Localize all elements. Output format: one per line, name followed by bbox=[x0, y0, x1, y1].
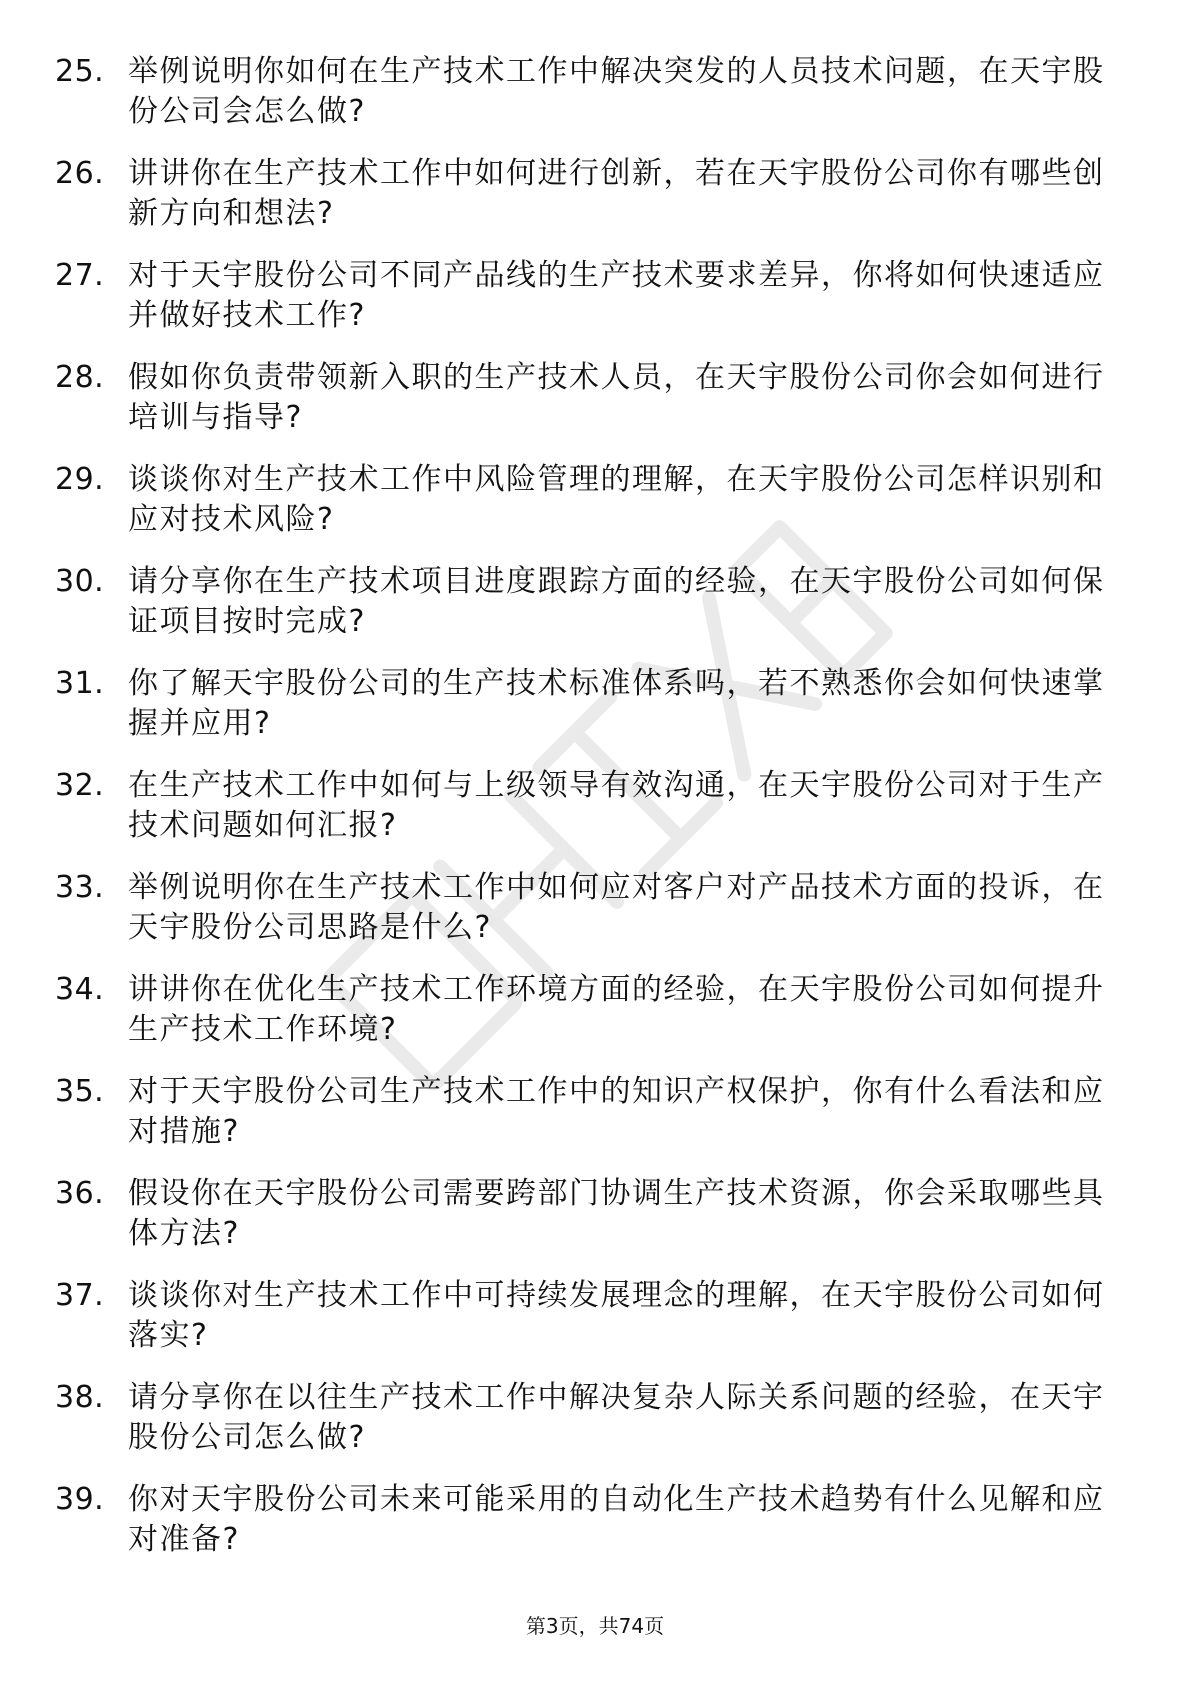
question-number: 35. bbox=[55, 1074, 105, 1109]
question-number: 34. bbox=[55, 972, 105, 1007]
question-item bbox=[55, 52, 1135, 154]
question-number: 28. bbox=[55, 360, 105, 395]
question-text: 假如你负责带领新入职的生产技术人员，在天宇股份公司你会如何进行培训与指导? bbox=[128, 360, 1105, 435]
question-item bbox=[55, 1480, 1135, 1582]
question-number: 37. bbox=[55, 1278, 105, 1313]
question-item bbox=[55, 664, 1135, 766]
question-number: 33. bbox=[55, 870, 105, 905]
question-item bbox=[55, 766, 1135, 868]
question-text: 你了解天宇股份公司的生产技术标准体系吗，若不熟悉你会如何快速掌握并应用? bbox=[128, 666, 1105, 741]
question-item bbox=[55, 1378, 1135, 1480]
question-item bbox=[55, 1174, 1135, 1276]
question-item bbox=[55, 562, 1135, 664]
question-text: 请分享你在以往生产技术工作中解决复杂人际关系问题的经验，在天宇股份公司怎么做? bbox=[128, 1380, 1105, 1455]
question-text: 谈谈你对生产技术工作中可持续发展理念的理解，在天宇股份公司如何落实? bbox=[128, 1278, 1105, 1353]
question-text: 你对天宇股份公司未来可能采用的自动化生产技术趋势有什么见解和应对准备? bbox=[128, 1482, 1105, 1557]
question-text: 举例说明你在生产技术工作中如何应对客户对产品技术方面的投诉，在天宇股份公司思路是什么? bbox=[128, 870, 1105, 945]
question-number: 32. bbox=[55, 768, 105, 803]
question-item bbox=[55, 460, 1135, 562]
question-text: 讲讲你在优化生产技术工作环境方面的经验，在天宇股份公司如何提升生产技术工作环境? bbox=[128, 972, 1105, 1047]
question-list bbox=[55, 52, 1135, 1582]
question-number: 31. bbox=[55, 666, 105, 701]
question-number: 30. bbox=[55, 564, 105, 599]
question-number: 38. bbox=[55, 1380, 105, 1415]
question-item bbox=[55, 868, 1135, 970]
question-item bbox=[55, 1072, 1135, 1174]
question-item bbox=[55, 154, 1135, 256]
question-number: 29. bbox=[55, 462, 105, 497]
question-number: 25. bbox=[55, 54, 105, 89]
question-text: 谈谈你对生产技术工作中风险管理的理解，在天宇股份公司怎样识别和应对技术风险? bbox=[128, 462, 1105, 537]
question-text: 对于天宇股份公司生产技术工作中的知识产权保护，你有什么看法和应对措施? bbox=[128, 1074, 1105, 1149]
page-number-footer: 第3页，共74页 bbox=[525, 1614, 665, 1638]
question-text: 对于天宇股份公司不同产品线的生产技术要求差异，你将如何快速适应并做好技术工作? bbox=[128, 258, 1105, 333]
question-number: 27. bbox=[55, 258, 105, 293]
question-item bbox=[55, 1276, 1135, 1378]
question-text: 请分享你在生产技术项目进度跟踪方面的经验，在天宇股份公司如何保证项目按时完成? bbox=[128, 564, 1105, 639]
question-item bbox=[55, 970, 1135, 1072]
question-number: 26. bbox=[55, 156, 105, 191]
question-number: 36. bbox=[55, 1176, 105, 1211]
question-text: 举例说明你如何在生产技术工作中解决突发的人员技术问题，在天宇股份公司会怎么做? bbox=[128, 54, 1105, 129]
question-number: 39. bbox=[55, 1482, 105, 1517]
question-item bbox=[55, 358, 1135, 460]
question-text: 讲讲你在生产技术工作中如何进行创新，若在天宇股份公司你有哪些创新方向和想法? bbox=[128, 156, 1105, 231]
question-text: 假设你在天宇股份公司需要跨部门协调生产技术资源，你会采取哪些具体方法? bbox=[128, 1176, 1105, 1251]
question-item bbox=[55, 256, 1135, 358]
question-text: 在生产技术工作中如何与上级领导有效沟通，在天宇股份公司对于生产技术问题如何汇报? bbox=[128, 768, 1105, 843]
